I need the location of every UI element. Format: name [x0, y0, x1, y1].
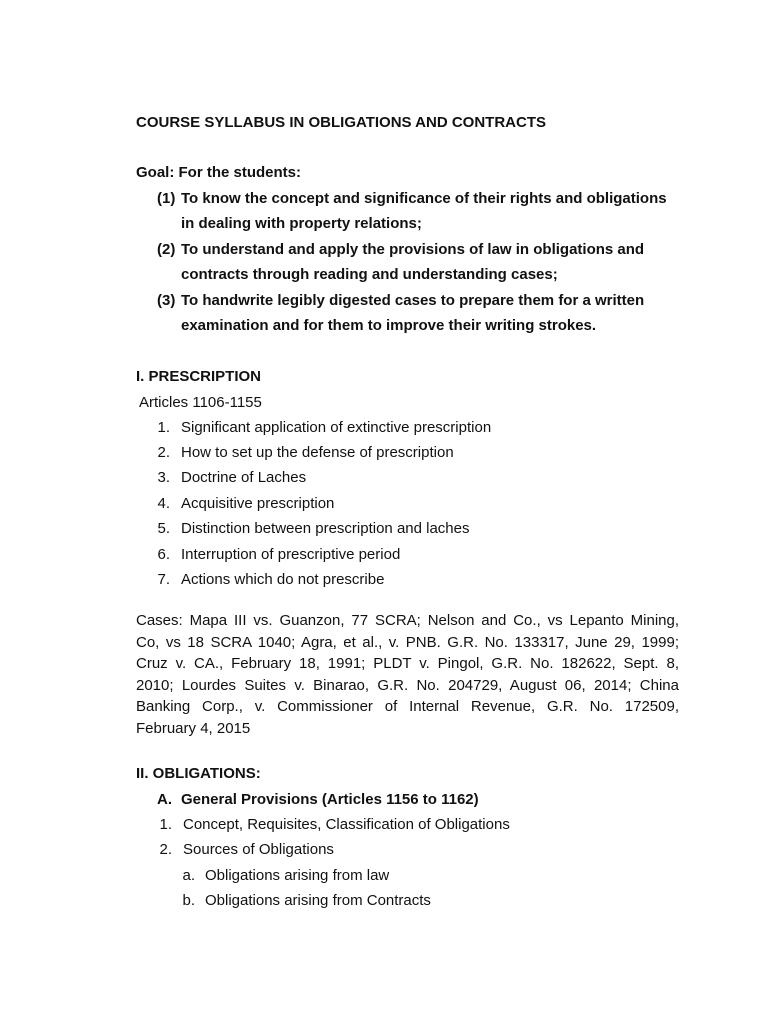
- goal-heading: Goal: For the students:: [136, 164, 301, 181]
- articles-range: Articles 1106-1155: [139, 394, 262, 411]
- list-item-number: 5.: [157, 520, 170, 537]
- list-item-text: Doctrine of Laches: [181, 469, 307, 486]
- cases-line: Cruz v. CA., February 18, 1991; PLDT v. Pingol, G.R. No. 182622, Sept. 8,: [136, 655, 679, 672]
- cases-line: 2010; Lourdes Suites v. Binarao, G.R. No. 204729, August 06, 2014; China: [136, 676, 679, 694]
- sub-list-item-letter: b.: [182, 892, 195, 909]
- cases-line: February 4, 2015: [136, 719, 251, 737]
- cases-line: Banking Corp., v. Commissioner of Internal Revenue, G.R. No. 172509,: [136, 698, 679, 715]
- goal-item-number: (1): [157, 190, 176, 207]
- list-item-text: Acquisitive prescription: [181, 495, 335, 512]
- list-item-text: How to set up the defense of prescription: [181, 444, 454, 461]
- sub-list-item-text: Obligations arising from Contracts: [205, 892, 431, 909]
- list-item-number: 1.: [157, 419, 170, 436]
- cases-line: Co, vs 18 SCRA 1040; Agra, et al., v. PNB. G.R. No. 133317, June 29, 1999;: [136, 633, 679, 651]
- list-item-number: 2.: [157, 444, 170, 461]
- sub-list-item-letter: a.: [182, 867, 195, 884]
- goal-item-number: (2): [157, 241, 176, 258]
- list-item-text: Concept, Requisites, Classification of Obligations: [183, 816, 510, 833]
- goal-item-number: (3): [157, 292, 176, 309]
- goal-item-text: To handwrite legibly digested cases to prepare them for a written: [181, 292, 645, 309]
- list-item-number: 1.: [159, 816, 172, 833]
- subsection-letter: A.: [157, 791, 172, 808]
- list-item-text: Distinction between prescription and laches: [181, 520, 470, 537]
- list-item-number: 3.: [157, 469, 170, 486]
- subsection-title: General Provisions (Articles 1156 to 1162): [181, 791, 479, 808]
- goal-item-text: To know the concept and significance of their rights and obligations: [181, 190, 667, 207]
- document-title: COURSE SYLLABUS IN OBLIGATIONS AND CONTRACTS: [136, 114, 547, 131]
- goal-item-text: in dealing with property relations;: [181, 215, 422, 232]
- section-heading-obligations: II. OBLIGATIONS:: [136, 765, 261, 782]
- goal-item-text: examination and for them to improve their writing strokes.: [181, 317, 597, 334]
- list-item-text: Actions which do not prescribe: [181, 571, 385, 588]
- sub-list-item-text: Obligations arising from law: [205, 867, 390, 884]
- goal-item-text: contracts through reading and understanding cases;: [181, 266, 558, 283]
- cases-line: Cases: Mapa III vs. Guanzon, 77 SCRA; Nelson and Co., vs Lepanto Mining,: [136, 612, 679, 629]
- goal-item-text: To understand and apply the provisions of law in obligations and: [181, 241, 645, 258]
- list-item-number: 2.: [159, 841, 172, 858]
- section-heading-prescription: I. PRESCRIPTION: [136, 368, 262, 385]
- list-item-text: Sources of Obligations: [183, 841, 334, 858]
- cases-paragraph: [136, 610, 679, 739]
- list-item-text: Significant application of extinctive prescription: [181, 419, 492, 436]
- list-item-number: 7.: [157, 571, 170, 588]
- list-item-number: 6.: [157, 546, 170, 563]
- list-item-number: 4.: [157, 495, 170, 512]
- list-item-text: Interruption of prescriptive period: [181, 546, 401, 563]
